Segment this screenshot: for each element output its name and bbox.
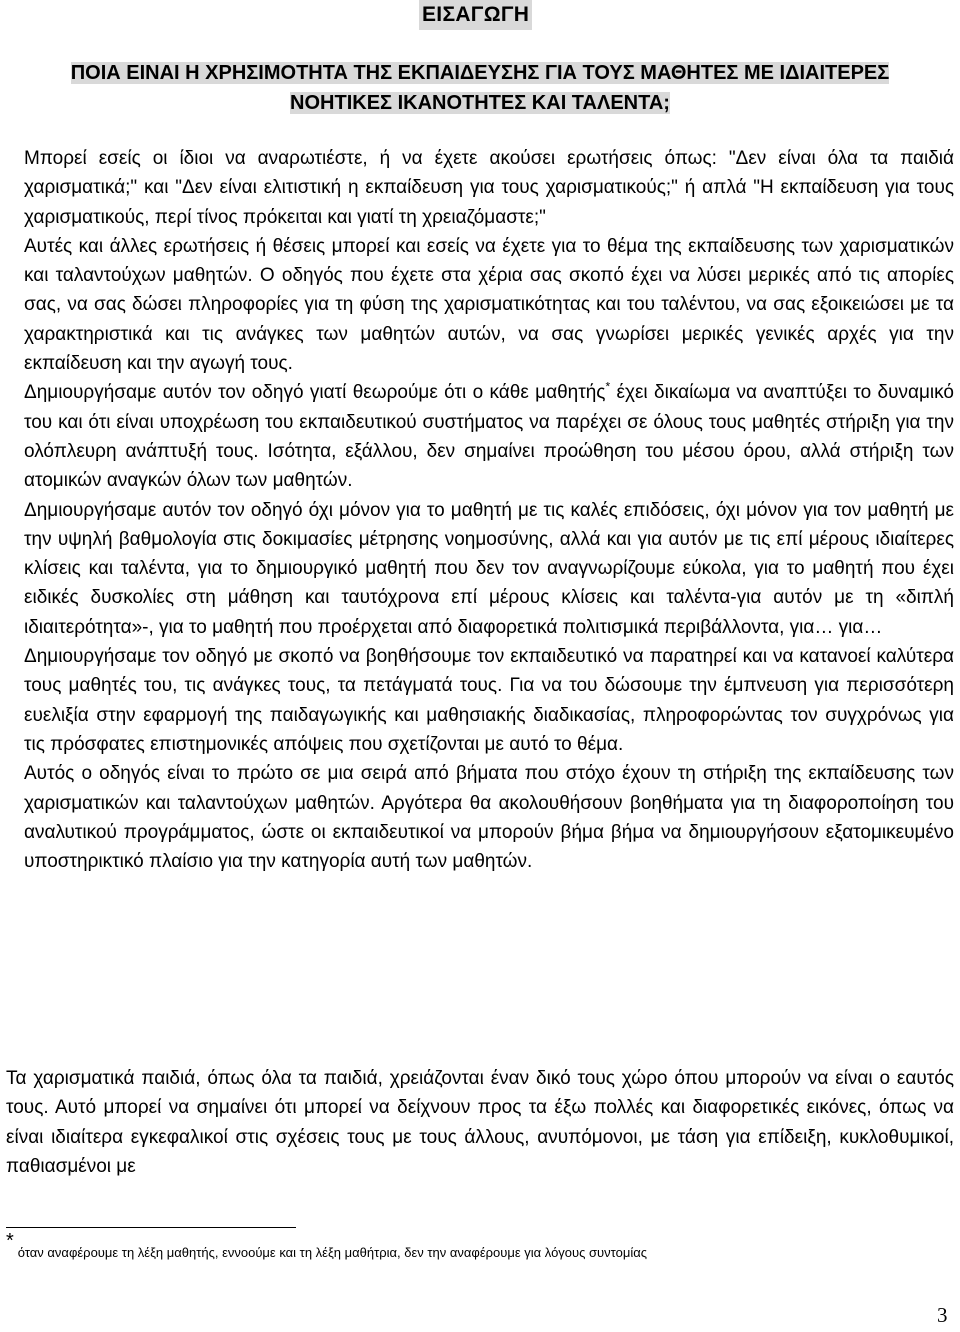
footnote-ref-mark: * (605, 380, 611, 395)
footnote-text: όταν αναφέρουμε τη λέξη μαθητής, εννοούμε και τη λέξη μαθήτρια, δεν την αναφέρουμε για λόγους συντομίας (17, 1245, 647, 1260)
paragraph-3 (24, 378, 954, 495)
main-text (24, 144, 954, 876)
page-title (40, 58, 920, 118)
paragraph-3-start: Δημιουργήσαμε αυτόν τον οδηγό γιατί θεωρούμε ότι ο κάθε μαθητής (24, 382, 606, 404)
footnote (6, 1230, 647, 1260)
section-heading: ΕΙΣΑΓΩΓΗ (419, 0, 532, 30)
paragraph-6: Αυτός ο οδηγός είναι το πρώτο σε μια σειρά από βήματα που στόχο έχουν τη στήριξη της εκπαίδευσης των χαρισματικών και ταλαντούχων μαθητών. Αργότερα θα ακολουθήσουν βοηθήματα για τη διαφοροποίηση του αναλυτικού προγράμματος, ώστε οι εκπαιδευτικοί να μπορούν βήμα βήμα να δημιουργήσουν εξατομικευμένο υποστηρικτικό πλαίσιο για την κατηγορία αυτή των μαθητών. (24, 763, 954, 873)
page-number: 3 (937, 1303, 948, 1327)
paragraph-5: Δημιουργήσαμε τον οδηγό με σκοπό να βοηθήσουμε τον εκπαιδευτικό να παρατηρεί και να κατανοεί καλύτερα τους μαθητές του, τις ανάγκες τους, τα πετάγματά τους. Για να του δώσουμε την έμπνευση για περισσότερη ευελιξία στην εφαρμογή της παιδαγωγικής και μαθησιακής διαδικασίας, πληροφορώντας τον συγχρόνως για τις πρόσφατες επιστημονικές απόψεις που σχετίζονται με αυτό το θέμα. (24, 646, 954, 755)
page-title-text: ΠΟΙΑ ΕΙΝΑΙ Η ΧΡΗΣΙΜΟΤΗΤΑ ΤΗΣ ΕΚΠΑΙΔΕΥΣΗΣ ΓΙΑ ΤΟΥΣ ΜΑΘΗΤΕΣ ΜΕ ΙΔΙΑΙΤΕΡΕΣ ΝΟΗΤΙΚΕΣ ΙΚΑΝΟΤΗΤΕΣ ΚΑΙ ΤΑΛΕΝΤΑ; (70, 62, 890, 114)
footnote-mark: * (6, 1230, 14, 1252)
paragraph-1: Μπορεί εσείς οι ίδιοι να αναρωτιέστε, ή να έχετε ακούσει ερωτήσεις όπως: "Δεν είναι όλα τα παιδιά χαρισματικά;" και "Δεν είναι ελιτιστική η εκπαίδευση για τους χαρισματικούς;" ή απλά "Η εκπαίδευση για τους χαρισματικούς, περί τίνος πρόκειται και γιατί τη χρειαζόμαστε;" (24, 148, 954, 228)
paragraph-2: Αυτές και άλλες ερωτήσεις ή θέσεις μπορεί και εσείς να έχετε για το θέμα της εκπαίδευσης των χαρισματικών και ταλαντούχων μαθητών. Ο οδηγός που έχετε στα χέρια σας σκοπό έχει να λύσει μερικές από τις απορίες σας, να σας δώσει πληροφορίες για τη φύση της χαρισματικότητας και του ταλέντου, να σας εξοικειώσει με τα χαρακτηριστικά και τις ανάγκες των μαθητών αυτών, να σας γνωρίσει μερικές γενικές αρχές για την εκπαίδευση και την αγωγή τους. (24, 235, 954, 375)
paragraph-final: Τα χαρισματικά παιδιά, όπως όλα τα παιδιά, χρειάζονται έναν δικό τους χώρο όπου μπορούν να είναι ο εαυτός τους. Αυτό μπορεί να σημαίνει ότι μπορεί να δείχνουν προς τα έξω πολλές και διαφορετικές εικόνες, όπως να είναι ιδιαίτερα εγκεφαλικοί στις σχέσεις τους με τους άλλους, ανυπόμονοι, με τάση για επίδειξη, κυκλοθυμικοί, παθιασμένοι με (6, 1068, 954, 1177)
paragraph-3-end: έχει δικαίωμα να αναπτύξει το δυναμικό του και ότι είναι υποχρέωση του εκπαιδευτικού συστήματος να παρέχει σε όλους τους μαθητές στήριξη για την ολόπλευρη ανάπτυξή τους. Ισότητα, εξάλλου, δεν σημαίνει προώθηση του μέσου όρου, αλλά στήριξη των ατομικών αναγκών όλων των μαθητών. (24, 382, 954, 492)
footnote-divider (6, 1227, 296, 1228)
paragraph-4: Δημιουργήσαμε αυτόν τον οδηγό όχι μόνον για το μαθητή με τις καλές επιδόσεις, όχι μόνον για τον μαθητή με την υψηλή βαθμολογία στις δοκιμασίες μέτρησης νοημοσύνης, αλλά και για αυτόν με τις επί μέρους ιδιαίτερες κλίσεις και ταλέντα, για το δημιουργικό μαθητή που δεν τον αναγνωρίζουμε εύκολα, για το μαθητή που έχει ειδικές δυσκολίες στη μάθηση και ταυτόχρονα επί μέρους κλίσεις και ταλέντα-για αυτόν με τη «διπλή ιδιαιτερότητα»-, για το μαθητή που προέρχεται από διαφορετικά πολιτισμικά περιβάλλοντα, για… για… (24, 499, 954, 638)
